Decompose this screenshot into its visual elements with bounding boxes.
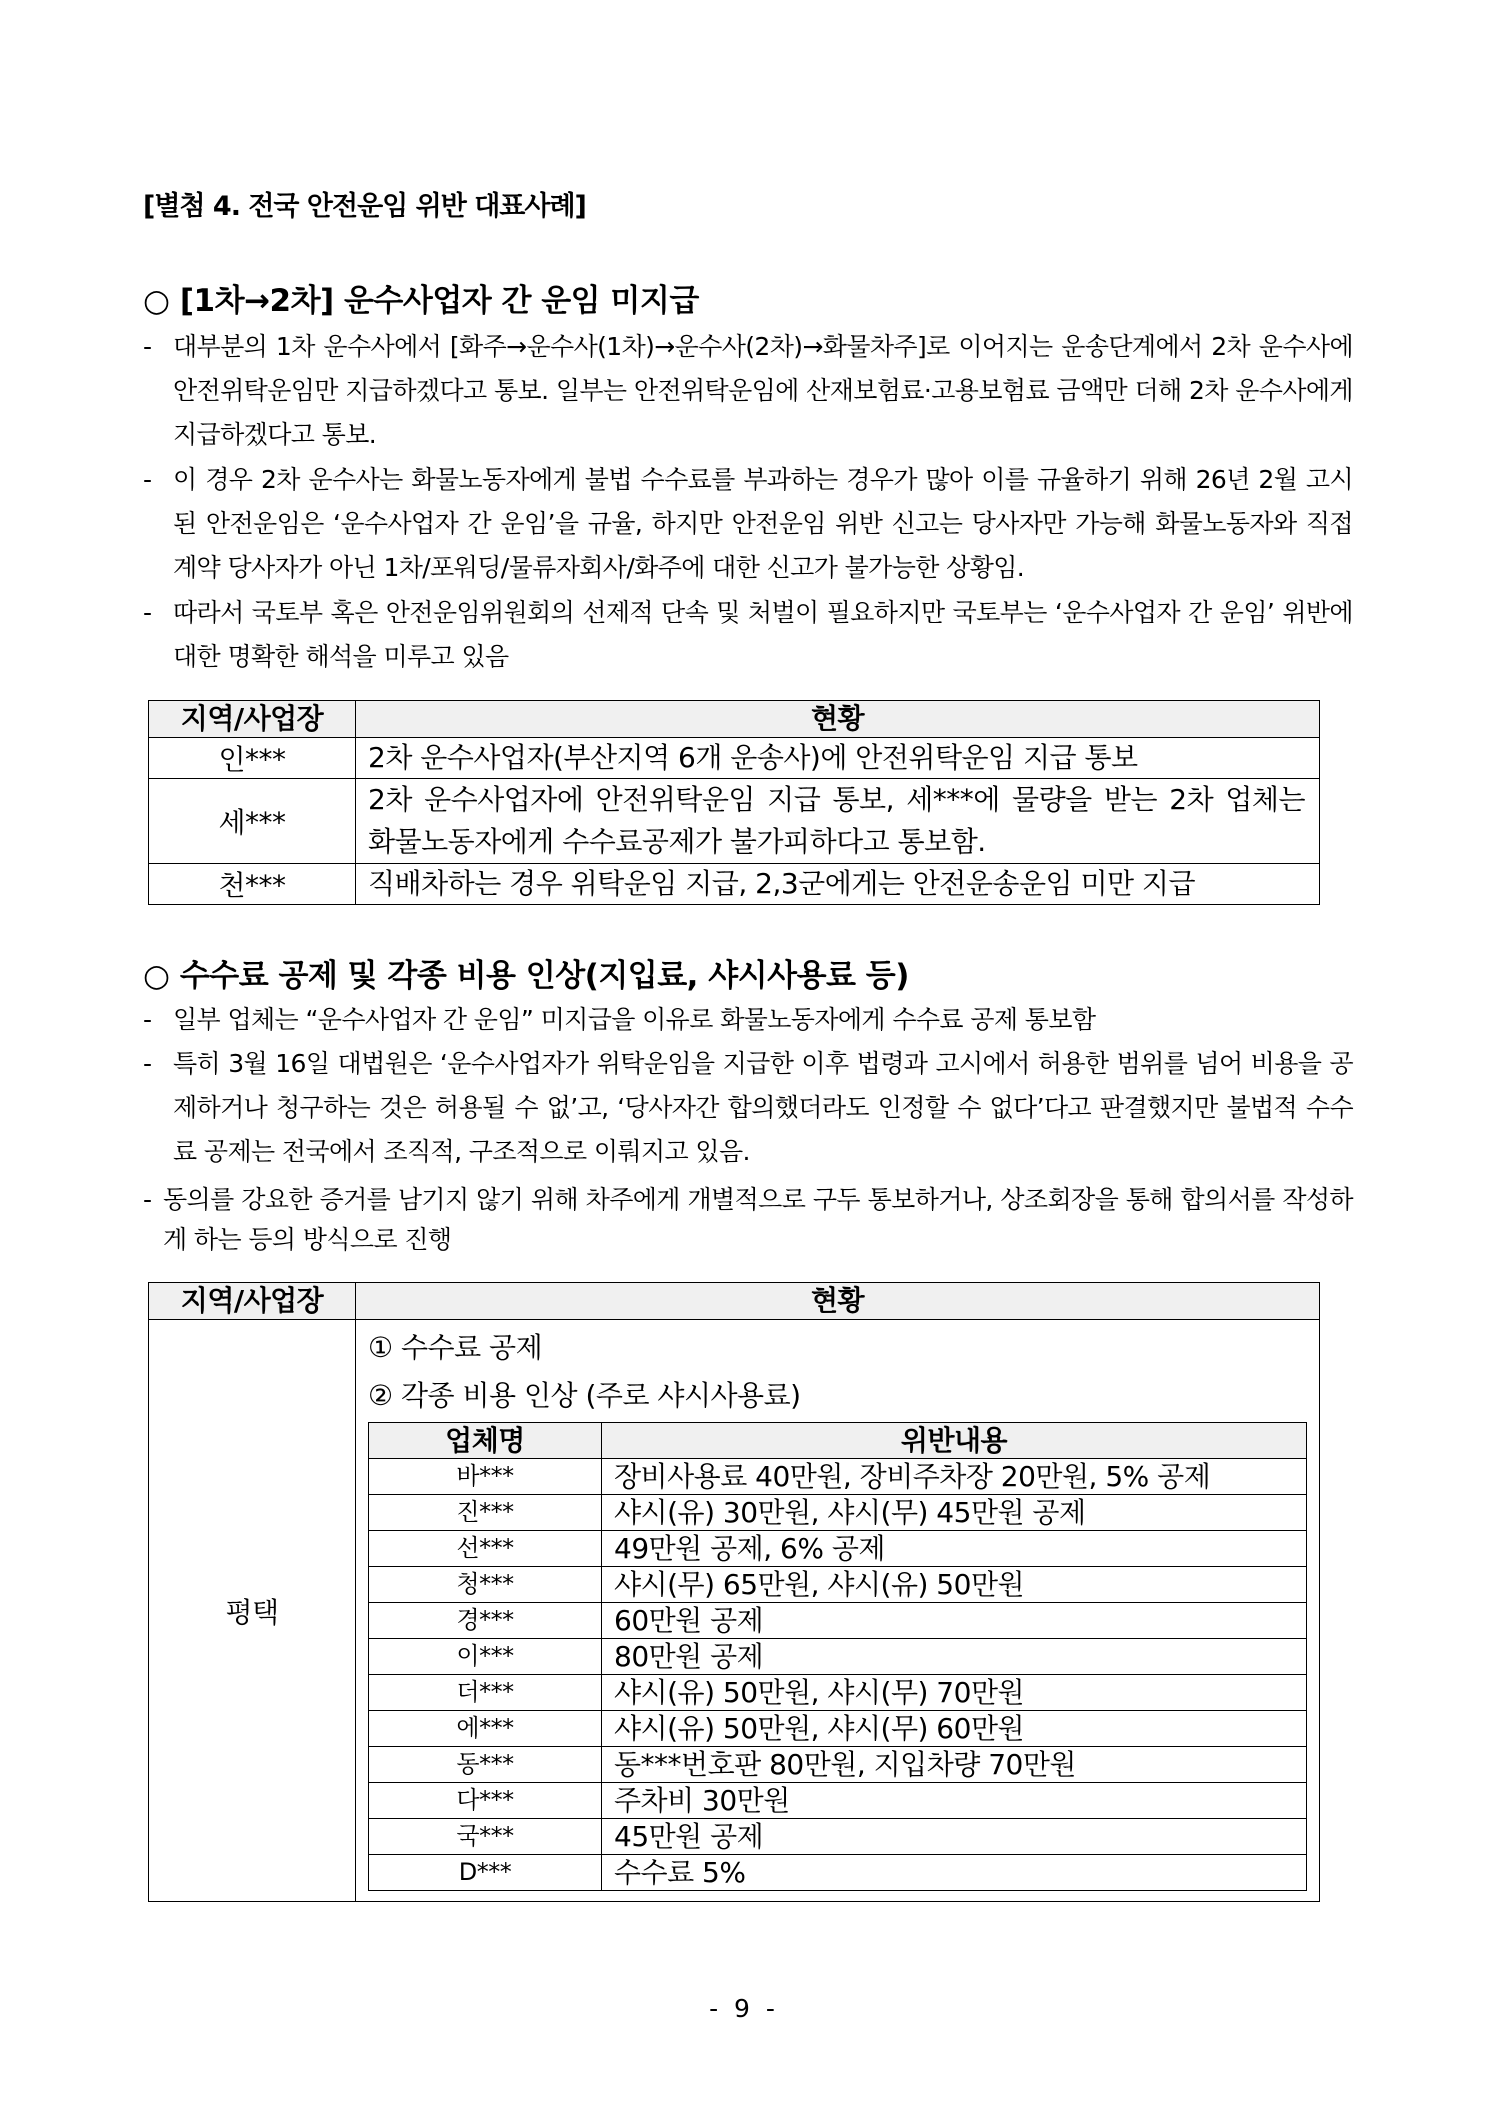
section1-bullet-1: - 대부분의 1차 운수사에서 [화주→운수사(1차)→운수사(2차)→화물차주]로 이어지는 운송단계에서 2차 운수사에 안전위탁운임만 지급하겠다고 통보. 일부는 안전위탁운임에 산재보험료·고용보험료 금액만 더해 2차 운수사에게 지급하겠다고 통보.	[143, 332, 1353, 449]
section2-bullet-1: - 일부 업체는 “운수사업자 간 운임” 미지급을 이유로 화물노동자에게 수수료 공제 통보함	[143, 1005, 1096, 1034]
company-cell: 동***	[369, 1747, 602, 1783]
company-cell: D***	[369, 1855, 602, 1891]
company-cell: 더***	[369, 1675, 602, 1711]
company-cell: 다***	[369, 1783, 602, 1819]
section1-bullet-3: - 따라서 국토부 혹은 안전운임위원회의 선제적 단속 및 처벌이 필요하지만 국토부는 ‘운수사업자 간 운임’ 위반에 대한 명확한 해석을 미루고 있음	[143, 598, 1353, 671]
table-header-status: 현황	[356, 701, 1320, 738]
table-row	[369, 1855, 1307, 1891]
company-cell: 청***	[369, 1567, 602, 1603]
item-cost-increase: ② 각종 비용 인상 (주로 샤시사용료)	[368, 1379, 801, 1412]
violation-cell: 49만원 공제, 6% 공제	[602, 1531, 1307, 1567]
section2-bullet-2: - 특히 3월 16일 대법원은 ‘운수사업자가 위탁운임을 지급한 이후 법령과 고시에서 허용한 범위를 넘어 비용을 공제하거나 청구하는 것은 허용될 수 없’고, ‘당사자간 합의했더라도 인정할 수 없다’다고 판결했지만 불법적 수수료 공제는 전국에서 조직적, 구조적으로 이뤄지고 있음.	[143, 1049, 1353, 1166]
violation-cell: 동***번호판 80만원, 지입차량 70만원	[602, 1747, 1307, 1783]
table-row	[369, 1675, 1307, 1711]
table-row	[149, 1320, 1320, 1902]
section2-bullet-3: - 동의를 강요한 증거를 남기지 않기 위해 차주에게 개별적으로 구두 통보하거나, 상조회장을 통해 합의서를 작성하게 하는 등의 방식으로 진행	[143, 1185, 1353, 1254]
violation-cell: 샤시(유) 30만원, 샤시(무) 45만원 공제	[602, 1495, 1307, 1531]
violation-cell: 수수료 5%	[602, 1855, 1307, 1891]
region-cell: 천***	[149, 864, 356, 905]
page-number: - 9 -	[709, 1994, 779, 2023]
company-cell: 선***	[369, 1531, 602, 1567]
table-row	[369, 1603, 1307, 1639]
section1-title: ○ [1차→2차] 운수사업자 간 운임 미지급	[143, 283, 699, 319]
violation-table	[368, 1422, 1307, 1891]
section2-table	[148, 1282, 1320, 1902]
company-cell: 바***	[369, 1459, 602, 1495]
section1-table	[148, 700, 1320, 905]
region-cell: 인***	[149, 738, 356, 779]
table-header-status: 현황	[356, 1283, 1320, 1320]
table-row	[369, 1459, 1307, 1495]
table-row	[369, 1747, 1307, 1783]
table-row	[369, 1567, 1307, 1603]
company-cell: 진***	[369, 1495, 602, 1531]
table-row	[369, 1783, 1307, 1819]
table-row	[149, 738, 1320, 779]
table-row	[149, 864, 1320, 905]
section2-title: ○ 수수료 공제 및 각종 비용 인상(지입료, 샤시사용료 등)	[143, 958, 909, 994]
status-cell: 직배차하는 경우 위탁운임 지급, 2,3군에게는 안전운송운임 미만 지급	[356, 864, 1320, 905]
attachment-title: [별첨 4. 전국 안전운임 위반 대표사례]	[143, 191, 586, 222]
region-cell: 세***	[149, 779, 356, 864]
status-cell	[356, 1320, 1320, 1902]
violation-cell: 60만원 공제	[602, 1603, 1307, 1639]
table-header-region: 지역/사업장	[149, 1283, 356, 1320]
status-cell: 2차 운수사업자에 안전위탁운임 지급 통보, 세***에 물량을 받는 2차 업체는 화물노동자에게 수수료공제가 불가피하다고 통보함.	[356, 779, 1320, 864]
table-row	[369, 1531, 1307, 1567]
table-row	[369, 1639, 1307, 1675]
company-cell: 에***	[369, 1711, 602, 1747]
company-cell: 국***	[369, 1819, 602, 1855]
section1-bullet-2: - 이 경우 2차 운수사는 화물노동자에게 불법 수수료를 부과하는 경우가 많아 이를 규율하기 위해 26년 2월 고시된 안전운임은 ‘운수사업자 간 운임’을 규율, 하지만 안전운임 위반 신고는 당사자만 가능해 화물노동자와 직접 계약 당사자가 아닌 1차/포워딩/물류자회사/화주에 대한 신고가 불가능한 상황임.	[143, 465, 1353, 582]
inner-header-violation: 위반내용	[602, 1423, 1307, 1459]
status-cell: 2차 운수사업자(부산지역 6개 운송사)에 안전위탁운임 지급 통보	[356, 738, 1320, 779]
table-row	[369, 1711, 1307, 1747]
company-cell: 이***	[369, 1639, 602, 1675]
violation-cell: 80만원 공제	[602, 1639, 1307, 1675]
table-row	[369, 1495, 1307, 1531]
violation-cell: 장비사용료 40만원, 장비주차장 20만원, 5% 공제	[602, 1459, 1307, 1495]
region-cell: 평택	[149, 1320, 356, 1902]
table-row	[149, 779, 1320, 864]
violation-cell: 샤시(유) 50만원, 샤시(무) 70만원	[602, 1675, 1307, 1711]
table-row	[369, 1819, 1307, 1855]
violation-cell: 45만원 공제	[602, 1819, 1307, 1855]
table-header-region: 지역/사업장	[149, 701, 356, 738]
item-fee-deduction: ① 수수료 공제	[368, 1331, 543, 1364]
inner-header-company: 업체명	[369, 1423, 602, 1459]
violation-cell: 주차비 30만원	[602, 1783, 1307, 1819]
violation-cell: 샤시(무) 65만원, 샤시(유) 50만원	[602, 1567, 1307, 1603]
violation-cell: 샤시(유) 50만원, 샤시(무) 60만원	[602, 1711, 1307, 1747]
company-cell: 경***	[369, 1603, 602, 1639]
